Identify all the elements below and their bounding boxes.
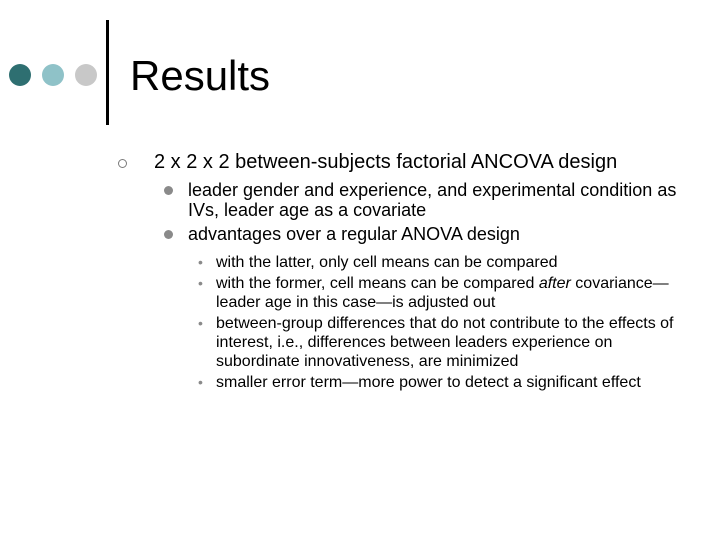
bullet-text: with the latter, only cell means can be compared xyxy=(216,254,558,271)
filled-circle-bullet-icon xyxy=(164,186,173,195)
slide-body xyxy=(118,150,678,392)
small-dot-bullet-icon: • xyxy=(198,374,203,390)
dark-dot-icon xyxy=(9,64,31,86)
filled-circle-bullet-icon xyxy=(164,230,173,239)
small-dot-bullet-icon: • xyxy=(198,315,203,331)
bullet-level3-list xyxy=(118,253,678,392)
bullet-level3 xyxy=(118,253,678,272)
teal-dot-icon xyxy=(42,64,64,86)
bullet-text: advantages over a regular ANOVA design xyxy=(188,224,520,244)
bullet-text-start: with the former, cell means can be compared xyxy=(216,275,539,292)
bullet-text-end: covariance—leader age in this case—is adjusted out xyxy=(216,275,669,311)
bullet-level3 xyxy=(118,314,678,371)
hollow-circle-bullet-icon xyxy=(118,159,127,168)
title-divider xyxy=(106,20,109,125)
slide-title: Results xyxy=(130,52,271,99)
bullet-text: leader gender and experience, and experimental condition as IVs, leader age as a covariate xyxy=(188,180,677,220)
bullet-text: smaller error term—more power to detect a significant effect xyxy=(216,374,641,391)
bullet-level3 xyxy=(118,373,678,392)
bullet-level3 xyxy=(118,274,678,312)
bullet-level2 xyxy=(118,180,678,220)
bullet-text: between-group differences that do not contribute to the effects of interest, i.e., differences between leaders experience on subordinate innovativeness, are minimized xyxy=(216,315,674,370)
bullet-text-emphasis: after xyxy=(538,275,571,292)
small-dot-bullet-icon: • xyxy=(198,275,203,291)
title-dots xyxy=(9,64,99,86)
bullet-level2 xyxy=(118,224,678,244)
bullet-text: 2 x 2 x 2 between-subjects factorial ANCOVA design xyxy=(154,151,618,173)
gray-dot-icon xyxy=(75,64,97,86)
small-dot-bullet-icon: • xyxy=(198,254,203,270)
bullet-level1 xyxy=(118,150,678,174)
